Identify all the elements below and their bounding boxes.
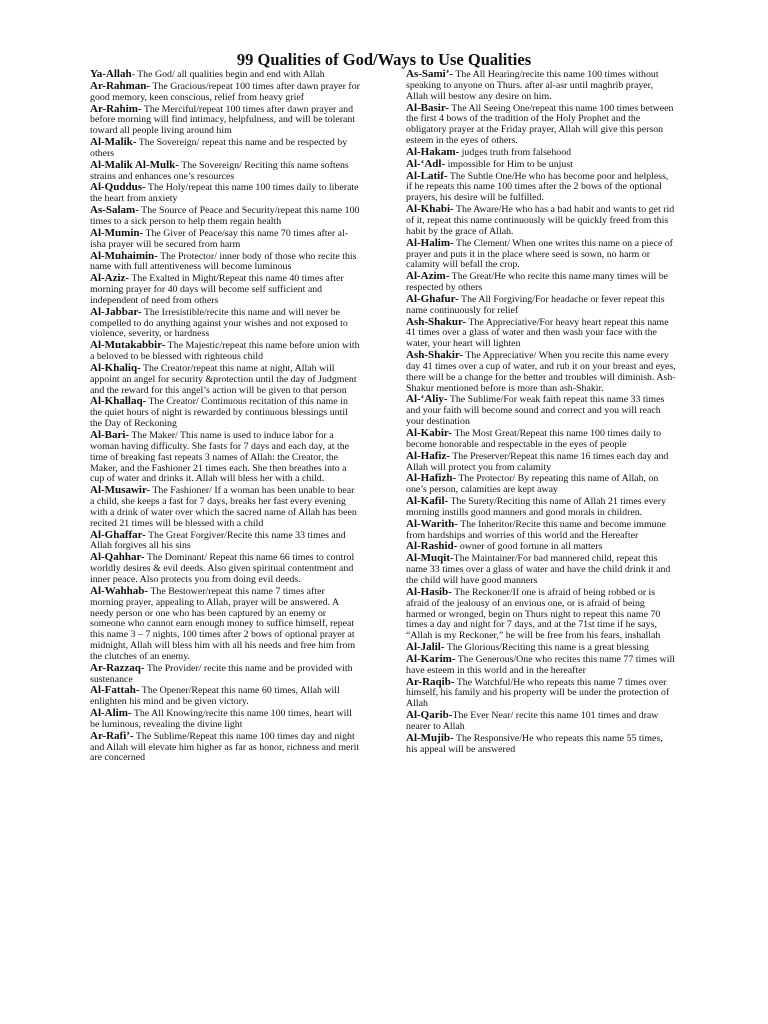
quality-entry bbox=[406, 69, 676, 103]
quality-description: The Sublime/Repeat this name 100 times day and night and Allah will elevate him higher as far as honor, richness and merit are concerned bbox=[90, 730, 360, 764]
quality-entry bbox=[90, 708, 360, 731]
quality-description: The Maintainer/For bad mannered child, repeat this name 33 times over a glass of water and have the child drink it and the child will have good manners bbox=[406, 553, 671, 586]
quality-name: Al-Hafizh- bbox=[406, 472, 457, 485]
quality-description: The Dominant/ Repeat this name 66 times to control worldly desires & evil deeds. Also given spiritual contentment and inner peace. Also protects you from doing evil deeds. bbox=[90, 552, 355, 585]
quality-name: Al-Malik- bbox=[90, 136, 137, 149]
quality-entry bbox=[90, 81, 360, 104]
left-column bbox=[90, 69, 360, 964]
quality-entry bbox=[406, 733, 676, 756]
quality-entry bbox=[90, 663, 360, 686]
quality-description: The Reckoner/If one is afraid of being robbed or is afraid of the jealousy of an envious one, or is afraid of being harmed or wronged, begin on Thurs night to repeat this name 70 times a day and night for 7 days, and at the 71st time if he says, “Allah is my Reckoner,” he will be free from his fears, inshallah bbox=[406, 586, 661, 642]
quality-name: Al-Halim- bbox=[406, 236, 454, 249]
quality-description: The Watchful/He who repeats this name 7 times over himself, his family and his property will be under the protection of Allah bbox=[406, 676, 670, 710]
quality-entry bbox=[90, 104, 360, 138]
quality-name: Al-Alim- bbox=[90, 707, 132, 720]
quality-description: The Sublime/For weak faith repeat this name 33 times and your faith will become sound and correct and you will reach your destination bbox=[406, 394, 665, 428]
quality-entry bbox=[90, 228, 360, 251]
quality-entry bbox=[406, 294, 676, 317]
quality-description: The Opener/Repeat this name 60 times, Allah will enlighten his mind and be given victory. bbox=[90, 685, 340, 708]
quality-description: The Inheritor/Recite this name and become immune from hardships and worries of this world and the Hereafter bbox=[406, 518, 666, 541]
quality-description: - The God/ all qualities begin and end with Allah bbox=[131, 69, 325, 80]
quality-description: The Most Great/Repeat this name 100 times daily to become honorable and respectable in the eyes of people bbox=[406, 428, 662, 450]
quality-description: The All Hearing/recite this name 100 times without speaking to anyone on Thurs. after al-asr until maghrib prayer, Allah will bestow any desire on him. bbox=[406, 69, 659, 102]
quality-name: Ya-Allah bbox=[90, 69, 132, 80]
quality-entry bbox=[90, 363, 360, 397]
quality-description: The Gracious/repeat 100 times after dawn prayer for good memory, keen conscious, relief from heavy grief bbox=[90, 80, 360, 103]
quality-name: Al-Muhaimin- bbox=[90, 249, 158, 262]
quality-name: Al-Ghafur- bbox=[406, 292, 459, 305]
quality-entry bbox=[90, 396, 360, 430]
quality-description: The Appreciative/For heavy heart repeat this name 41 times over a glass of water and then wash your face with the water, your heart will lighten bbox=[406, 316, 669, 350]
quality-name: Ar-Rafi’- bbox=[90, 729, 134, 742]
quality-name: Al-‘Aliy- bbox=[406, 393, 448, 406]
quality-entry bbox=[90, 530, 360, 553]
quality-name: Al-Azim- bbox=[406, 270, 450, 283]
quality-entry bbox=[406, 428, 676, 451]
quality-entry bbox=[406, 553, 676, 587]
quality-description: The Merciful/repeat 100 times after dawn prayer and before morning will find intimacy, helpfulness, and will be tolerant toward all people living around him bbox=[90, 103, 356, 137]
quality-description: The Protector/ By repeating this name of Allah, on one’s person, calamities are kept away bbox=[406, 473, 659, 496]
quality-description: The Generous/One who recites this name 77 times will have esteem in this world and in the hereafter bbox=[406, 653, 675, 676]
quality-name: Al-Jabbar- bbox=[90, 305, 142, 318]
quality-entry bbox=[406, 451, 676, 474]
quality-entry bbox=[406, 103, 676, 147]
quality-entry bbox=[90, 685, 360, 708]
quality-entry bbox=[406, 147, 676, 159]
quality-name: Al-Qahhar- bbox=[90, 551, 145, 564]
quality-entry bbox=[90, 552, 360, 586]
quality-entry bbox=[406, 204, 676, 238]
quality-entry bbox=[406, 473, 676, 496]
quality-description: The Source of Peace and Security/repeat this name 100 times to a sick person to help them regain health bbox=[90, 205, 360, 227]
quality-name: Al-Karim- bbox=[406, 652, 456, 665]
quality-name: Al-Kafil- bbox=[406, 495, 449, 508]
quality-description: The Bestower/repeat this name 7 times after morning prayer, appealing to Allah, prayer will be answered. A needy person or one who has been captured by an enemy or someone who cannot earn enough money to suffice himself, repeat this name 3 – 7 nights, 100 times after 2 bows of optional prayer at midnight, Allah will bless him with all his needs and free him from the clutches of an enemy. bbox=[90, 585, 356, 662]
quality-name: Al-Hafiz- bbox=[406, 449, 450, 462]
quality-name: Al-Aziz- bbox=[90, 272, 130, 285]
quality-description: The Glorious/Reciting this name is a great blessing bbox=[444, 642, 649, 654]
quality-description: The Exalted in Might/Repeat this name 40 times after morning prayer for 40 days will become self sufficient and independent of need from others bbox=[90, 273, 344, 306]
quality-name: Al-Ghaffar- bbox=[90, 528, 146, 541]
quality-description: The Preserver/Repeat this name 16 times each day and Allah will protect you from calamity bbox=[406, 450, 669, 473]
quality-name: Al-Khabi- bbox=[406, 203, 454, 216]
quality-entry bbox=[90, 307, 360, 341]
quality-entry bbox=[90, 251, 360, 274]
quality-description: The Great/He who recite this name many times will be respected by others bbox=[406, 271, 669, 294]
quality-description: The Majestic/repeat this name before union with a beloved to be blessed with righteous child bbox=[90, 340, 360, 363]
quality-description: The Aware/He who has a bad habit and wants to get rid of it, repeat this name continuously will be quickly freed from this habit by the grace of Allah. bbox=[406, 204, 675, 237]
quality-name: Al-Bari- bbox=[90, 429, 130, 441]
quality-entry bbox=[90, 273, 360, 307]
quality-description: The Protector/ inner body of those who recite this name with full attentiveness will become luminous bbox=[90, 250, 357, 273]
quality-description: The Maker/ This name is used to induce labor for a woman having difficulty. She fasts for 7 days and each day, at the time of breaking fast repeats 3 names of Allah: the Creator, the Maker, and the Fashioner 21 times each. She then breathes into a cup of water and drinks it. Allah will bless her with a child. bbox=[90, 430, 350, 485]
quality-entry bbox=[406, 677, 676, 711]
quality-entry bbox=[90, 485, 360, 529]
quality-entry bbox=[406, 317, 676, 351]
quality-name: Al-Wahhab- bbox=[90, 584, 149, 597]
quality-description: The Clement/ When one writes this name on a piece of prayer and puts it in the place where seed is sown, no harm or calamity will befall the crop. bbox=[406, 237, 673, 271]
quality-entry bbox=[406, 350, 676, 394]
quality-description: The All Forgiving/For headache or fever repeat this name continuously for relief bbox=[406, 293, 665, 316]
quality-entry bbox=[406, 271, 676, 294]
quality-description: The Fashioner/ If a woman has been unable to bear a child, she keeps a fast for 7 days, breaks her fast every evening with a drink of water over which the sacred name of Allah has been recited 21 times will be blessed with a child bbox=[90, 485, 357, 529]
quality-entry bbox=[90, 430, 360, 485]
quality-name: Al-Latif- bbox=[406, 169, 448, 182]
quality-entry bbox=[90, 340, 360, 363]
quality-name: Al-Mumin- bbox=[90, 226, 144, 239]
quality-description: The Creator/repeat this name at night, Allah will appoint an angel for security &protection until the day of Judgment and the reward for this angel’s action will be given to that person bbox=[90, 362, 357, 396]
quality-entry bbox=[406, 496, 676, 519]
quality-description: The Responsive/He who repeats this name 55 times, his appeal will be answered bbox=[406, 732, 663, 755]
quality-description: The Creator/ Continuous recitation of this name in the quiet hours of night is rewarded by continuous blessings until the Day of Reckoning bbox=[90, 396, 348, 430]
quality-description: The Giver of Peace/say this name 70 times after al-isha prayer will be secured from harm bbox=[90, 227, 349, 250]
quality-name: Ar-Raqib- bbox=[406, 675, 455, 688]
quality-name: Al-Kabir- bbox=[406, 427, 453, 439]
quality-name: Al-Rashid- bbox=[406, 540, 458, 553]
quality-name: Al-Basir- bbox=[406, 101, 449, 114]
quality-name: Al-Qarib- bbox=[406, 709, 453, 722]
quality-entry bbox=[90, 586, 360, 663]
quality-entry bbox=[406, 654, 676, 677]
quality-name: Al-Hasib- bbox=[406, 585, 452, 598]
quality-name: Al-Khaliq- bbox=[90, 361, 141, 374]
quality-description: judges truth from falsehood bbox=[459, 146, 572, 158]
quality-name: Ar-Rahim- bbox=[90, 102, 142, 115]
page-title: 99 Qualities of God/Ways to Use Qualities bbox=[236, 50, 532, 69]
quality-name: Ar-Razzaq- bbox=[90, 661, 145, 674]
quality-name: As-Salam- bbox=[90, 204, 139, 217]
quality-name: Al-Mutakabbir- bbox=[90, 339, 166, 352]
quality-description: The Sovereign/ Reciting this name softens strains and enhances one’s resources bbox=[90, 159, 349, 182]
quality-description: The All Knowing/recite this name 100 times, heart will be luminous, revealing the divine light bbox=[90, 708, 352, 730]
quality-name: Al-Fattah- bbox=[90, 684, 140, 697]
quality-name: Ash-Shakir- bbox=[406, 349, 464, 362]
quality-name: Al-Mujib- bbox=[406, 731, 454, 744]
quality-name: Al-‘Adl- bbox=[406, 157, 446, 170]
quality-name: Al-Muqit- bbox=[406, 552, 454, 565]
quality-description: The Surety/Reciting this name of Allah 21 times every morning instills good manners and good morals in children. bbox=[406, 496, 667, 518]
quality-description: The Great Forgiver/Recite this name 33 times and Allah forgives all his sins bbox=[90, 529, 346, 552]
quality-description: The Provider/ recite this name and be provided with sustenance bbox=[90, 662, 353, 685]
quality-description: The Ever Near/ recite this name 101 times and draw nearer to Allah bbox=[406, 710, 659, 732]
quality-entry bbox=[406, 710, 676, 733]
quality-name: Al-Malik Al-Mulk- bbox=[90, 158, 179, 171]
quality-entry bbox=[406, 587, 676, 642]
quality-entry bbox=[406, 394, 676, 428]
quality-description: The Subtle One/He who has become poor and helpless, if he repeats this name 100 times after the 2 bows of the optional prayers, his desire will be fulfilled. bbox=[406, 170, 669, 204]
quality-name: As-Sami’- bbox=[406, 69, 454, 80]
quality-entry bbox=[90, 160, 360, 183]
quality-name: Al-Warith- bbox=[406, 517, 458, 530]
quality-description: The Holy/repeat this name 100 times daily to liberate the heart from anxiety bbox=[90, 182, 359, 205]
quality-description: The Sovereign/ repeat this name and be respected by others bbox=[90, 137, 348, 159]
quality-entry bbox=[90, 205, 360, 228]
quality-name: Ash-Shakur- bbox=[406, 315, 467, 328]
quality-entry bbox=[406, 519, 676, 542]
quality-entry bbox=[90, 731, 360, 765]
quality-entry bbox=[90, 137, 360, 160]
quality-description: owner of good fortune in all matters bbox=[457, 541, 603, 553]
quality-name: Al-Jalil- bbox=[406, 641, 445, 654]
quality-name: Al-Khallaq- bbox=[90, 395, 147, 408]
quality-entry bbox=[406, 238, 676, 272]
right-column bbox=[406, 69, 676, 964]
quality-description: The Appreciative/ When you recite this name every day 41 times over a cup of water, and rub it on your breast and eyes, there will be a change for the better and troubles will diminish. Ash-Shakur mentioned before is more than ash-Shakir. bbox=[406, 350, 676, 394]
quality-name: Al-Quddus- bbox=[90, 181, 146, 194]
quality-entry bbox=[406, 171, 676, 205]
quality-description: The All Seeing One/repeat this name 100 times between the first 4 bows of the tradition of the Holy Prophet and the obligatory prayer at the Friday prayer, Allah will give this person esteem in the eyes of others. bbox=[406, 102, 674, 147]
quality-description: The Irresistible/recite this name and will never be compelled to do anything against your wishes and not exposed to violence, severity, or hardness bbox=[90, 306, 348, 340]
quality-name: Al-Musawir- bbox=[90, 484, 151, 497]
quality-entry bbox=[90, 182, 360, 205]
quality-name: Al-Hakam- bbox=[406, 145, 460, 158]
quality-description: impossible for Him to be unjust bbox=[445, 158, 573, 170]
quality-name: Ar-Rahman- bbox=[90, 79, 151, 92]
